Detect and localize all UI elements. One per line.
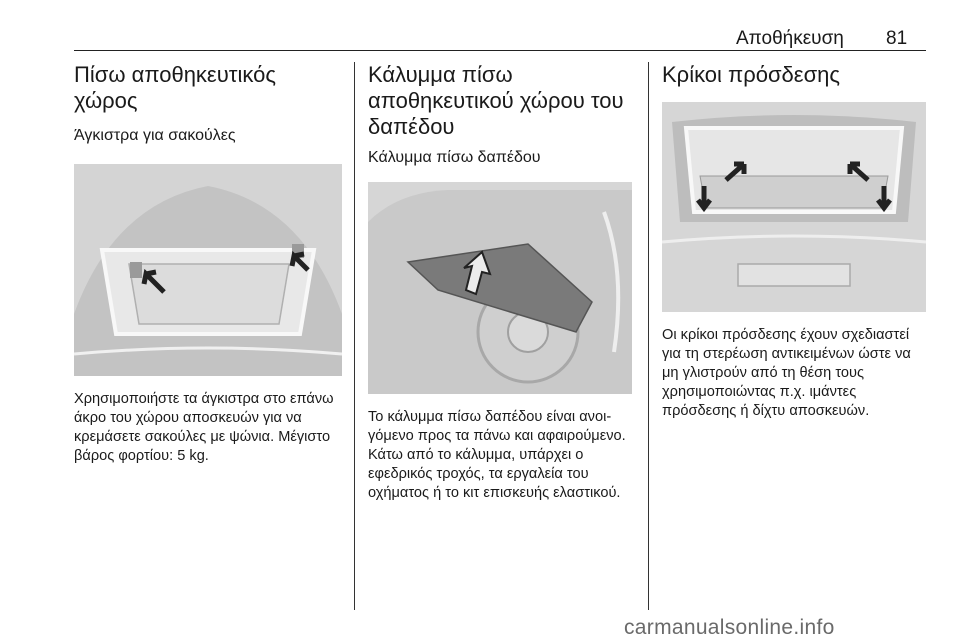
- section-body-text: Χρησιμοποιήστε τα άγκιστρα στο επάνω άκρο του χώρου αποσκευών για να κρεμάσετε σακούλες με ψώνια. Μέγιστο βάρος φορτίου: 5 kg.: [74, 391, 334, 464]
- section-body-text: Οι κρίκοι πρόσδεσης έχουν σχεδιαστεί για τη στερέωση αντικειμένων ώστε να μη γλιστρούν από τη θέση τους χρησιμοποιώντας π.χ. ιμάντες πρόσδεσης ή δίχτυ αποσκευών.: [662, 327, 911, 419]
- tie-down-rings-illustration: [662, 102, 926, 312]
- bag-hooks-illustration: [74, 164, 342, 376]
- header-rule: [74, 50, 926, 51]
- column-floor-cover: [368, 62, 636, 503]
- column-divider-1: [354, 62, 355, 610]
- section-heading: Πίσω αποθηκευτικός χώρος: [74, 62, 276, 113]
- column-bag-hooks: [74, 62, 342, 466]
- section-body-text: Το κάλυμμα πίσω δαπέδου είναι ανοιγόμενο προς τα πάνω και αφαιρούμενο. Κάτω από το κάλυμμα, υπάρχει ο εφεδρικός τροχός, τα εργαλεία του οχήματος ή το κιτ επισκευής ελαστικού.: [368, 409, 626, 501]
- section-heading: Κρίκοι πρόσδεσης: [662, 62, 841, 87]
- section-subheading: Άγκιστρα για σακούλες: [74, 127, 236, 144]
- watermark: carmanualsonline.info: [624, 616, 835, 639]
- page-number: 81: [886, 28, 908, 49]
- page-header-title: Αποθήκευση: [736, 28, 844, 49]
- section-heading: Κάλυμμα πίσω αποθηκευτικού χώρου του δαπέδου: [368, 62, 624, 139]
- column-divider-2: [648, 62, 649, 610]
- floor-cover-illustration: [368, 182, 632, 394]
- column-tie-down-rings: [662, 62, 930, 421]
- section-subheading: Κάλυμμα πίσω δαπέδου: [368, 149, 541, 166]
